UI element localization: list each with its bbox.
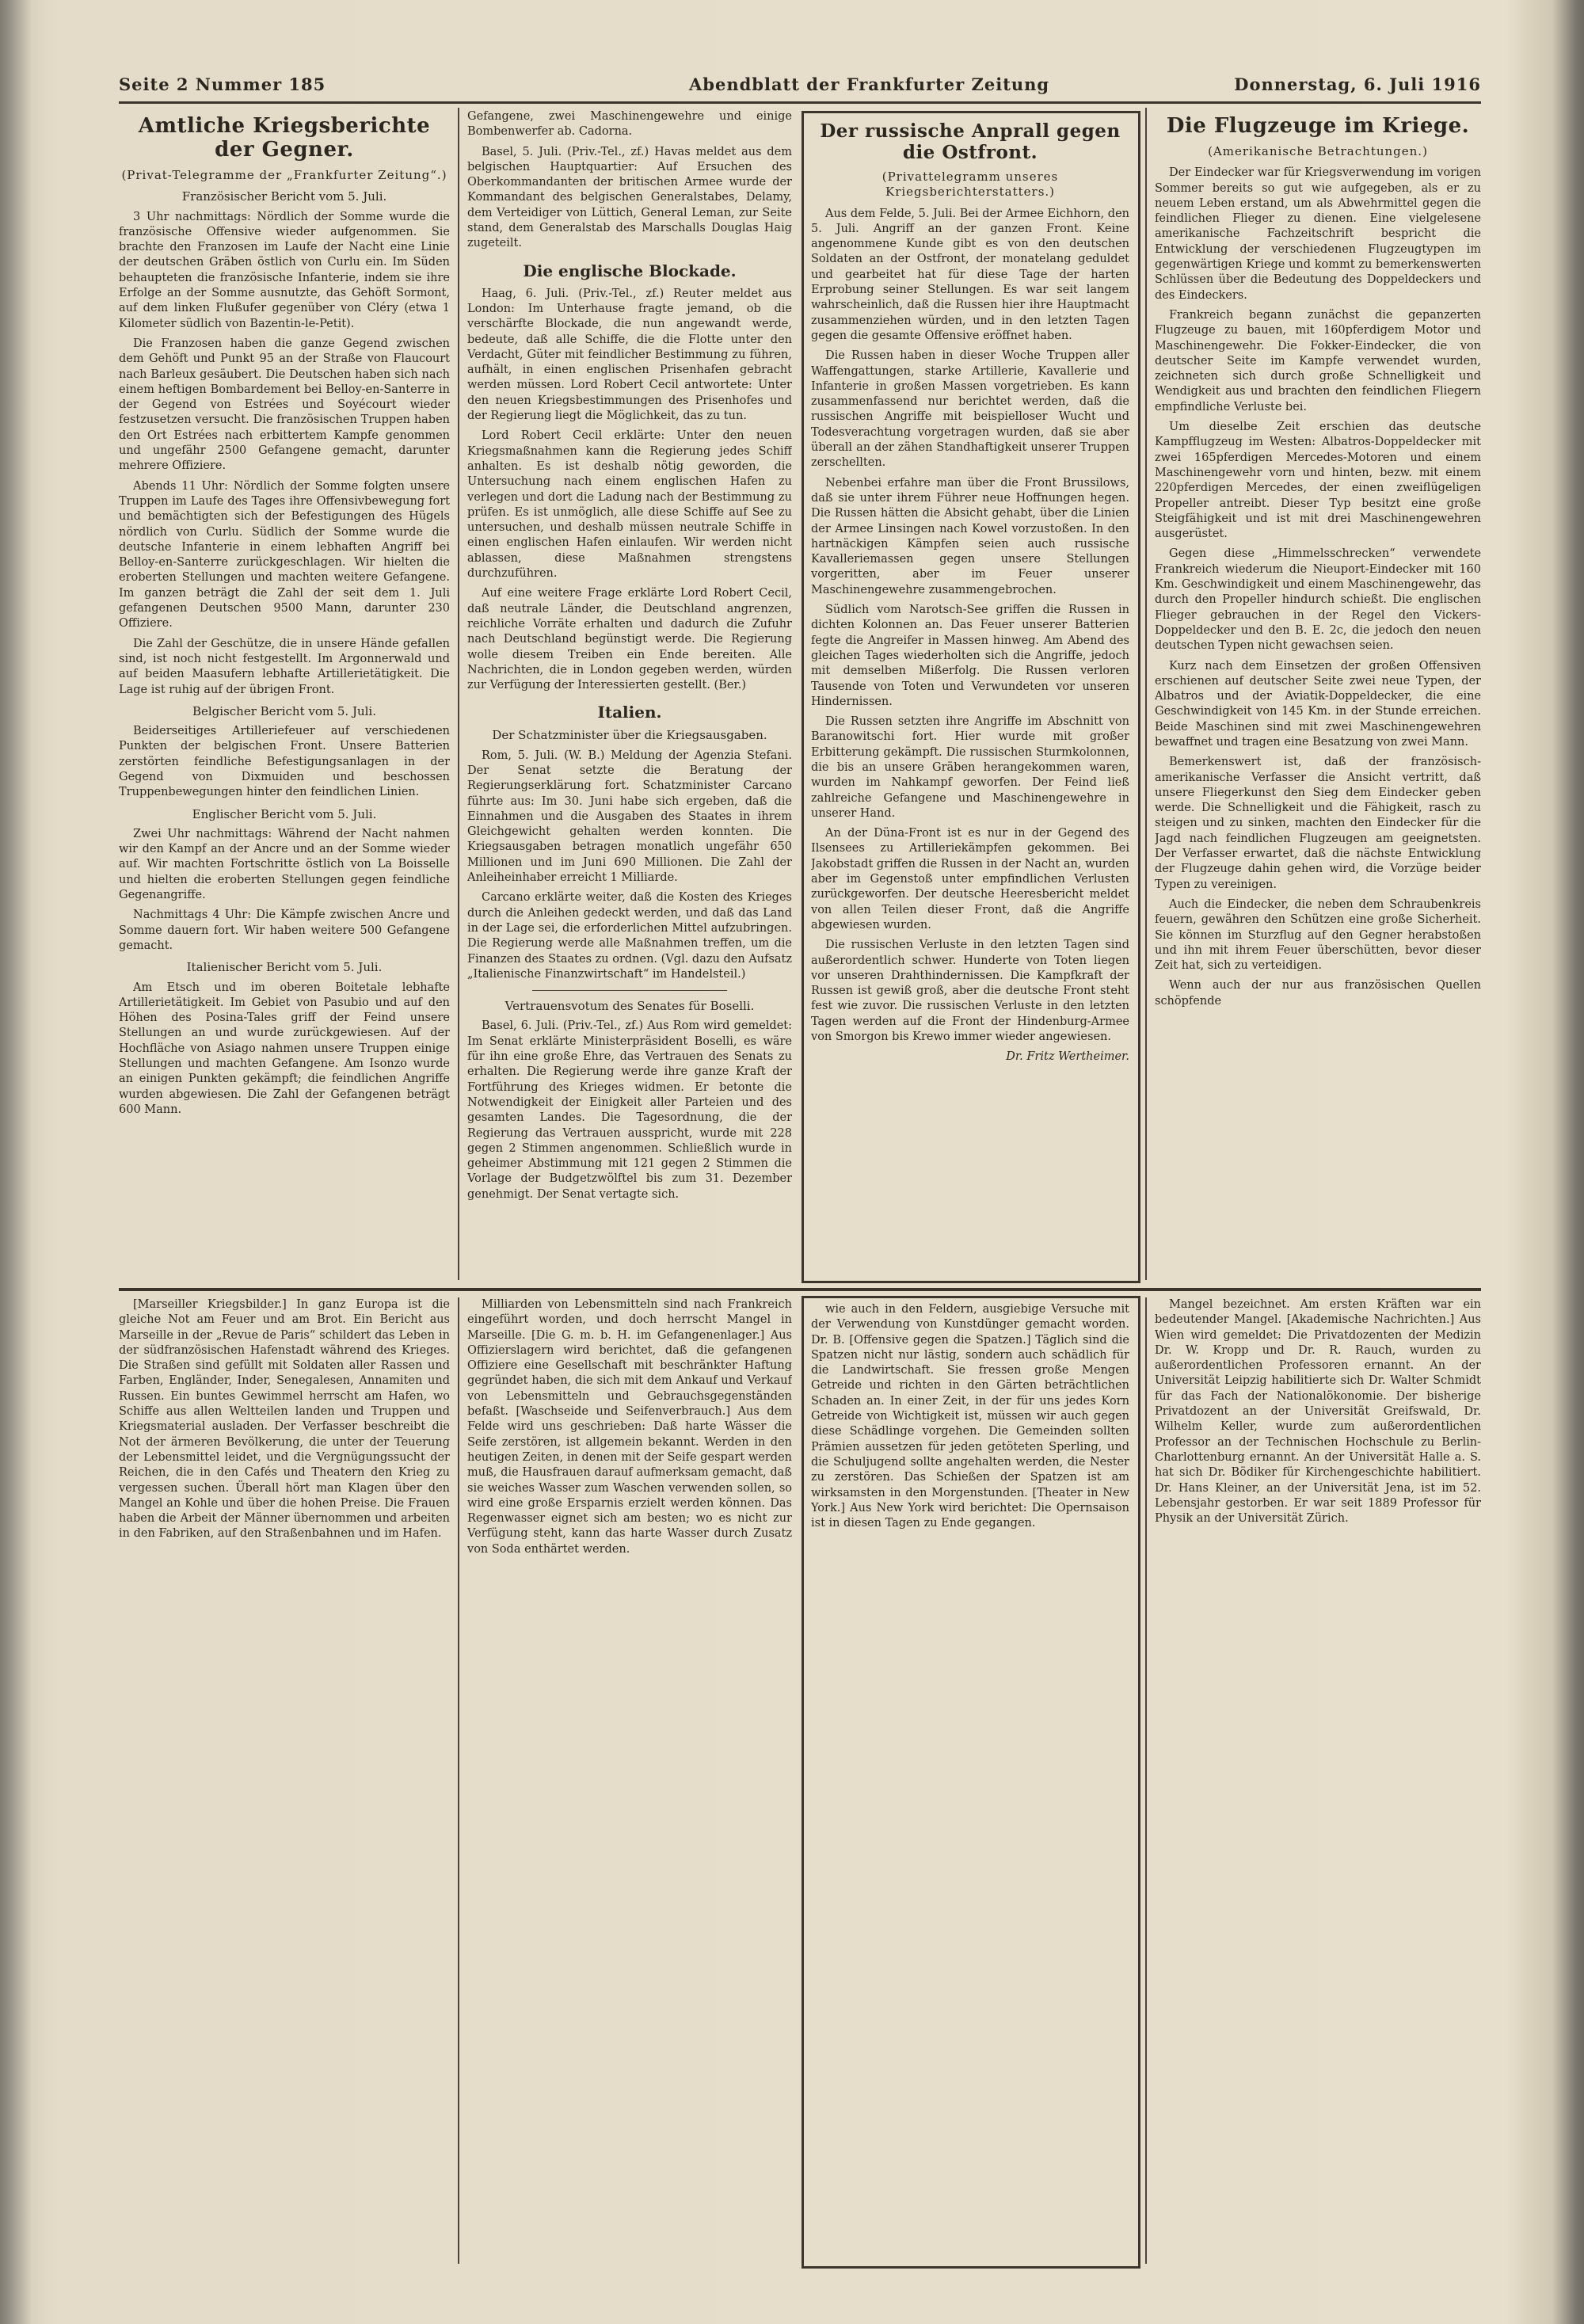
column-rule — [1145, 1297, 1147, 2264]
column-russian-front — [811, 116, 1129, 1274]
section-heading: Der Schatzminister über die Kriegsausgaben. — [492, 728, 767, 743]
column-rule — [1145, 108, 1147, 1280]
separator — [532, 990, 727, 991]
paragraph: Carcano erklärte weiter, daß die Kosten des Krieges durch die Anleihen gedeckt werden, und daß das Land in der Lage sei, die erforderlichen Mittel aufzubringen. Die Regierung werde alle Maßnahmen treffen, um die Finanzen des Staates zu ordnen. (Vgl. dazu den Aufsatz „Italienische Finanzwirtschaft“ im Handelsteil.) — [467, 891, 792, 981]
paragraph: Mangel bezeichnet. Am ersten Kräften war ein bedeutender Mangel. [Akademische Nachrichten.] Aus Wien wird gemeldet: Die Privatdozenten der Medizin Dr. W. Kropp und Dr. R. Rauch, wurden zu außerordentlichen Professoren ernannt. An der Universität Leipzig habilitierte sich Dr. Walter Schmidt für das Fach der Nationalökonomie. Der bisherige Privatdozent an der Universität Greifswald, Dr. Wilhelm Keller, wurde zum außerordentlichen Professor an der Technischen Hochschule zu Berlin-Charlottenburg ernannt. An der Universität Halle a. S. hat sich Dr. Bödiker für Kirchengeschichte habilitiert. Dr. Hans Kleiner, an der Universität Jena, ist im 52. Lebensjahr gestorben. Er war seit 1889 Professor für Physik an der Universität Zürich. — [1155, 1298, 1481, 1526]
paragraph: Um dieselbe Zeit erschien das deutsche Kampfflugzeug im Westen: Albatros-Doppeldecker mit zwei 165pferdigen Mercedes-Motoren und einem Maschinengewehr vorn und hinten, bezw. mit einem 220pferdigen Mercedes, der einen zweiflügeligen Propeller antreibt. Dieser Typ besitzt eine große Steigfähigkeit und ist mit drei Maschinengewehren ausgerüstet. — [1155, 421, 1481, 541]
article-title: Der russische Anprall gegen die Ostfront. — [820, 120, 1121, 163]
article-title: Amtliche Kriegsberichte der Gegner. — [138, 114, 431, 162]
column-blockade-italy — [467, 109, 792, 1280]
paragraph: Zwei Uhr nachmittags: Während der Nacht nahmen wir den Kampf an der Ancre und an der Somme wieder auf. Wir machten Fortschritte östlich von La Boisselle und hielten die eroberten Stellungen gegen feindliche Gegenangriffe. — [119, 827, 450, 902]
paragraph: Basel, 5. Juli. (Priv.-Tel., zf.) Havas meldet aus dem belgischen Hauptquartier: Auf Ersuchen des Oberkommandanten der britischen Armee wurde der Kommandant des belgischen Generalstabes, Delamy, dem Verteidiger von Lüttich, General Leman, zur Seite stand, dem Generalstab des Marschalls Douglas Haig zugeteilt. — [467, 145, 792, 250]
feuilleton-column — [1155, 1297, 1481, 2264]
paragraph: Wenn auch der nur aus französischen Quellen schöpfende — [1155, 979, 1481, 1008]
paragraph: Auf eine weitere Frage erklärte Lord Robert Cecil, daß neutrale Länder, die Deutschland angrenzen, reichliche Vorräte erhalten und dadurch die Zufuhr nach Deutschland begünstigt werde. Die Regierung wolle diesem Treiben ein Ende bereiten. Alle Nachrichten, die in London gegeben werden, würden zur Verfügung der Interessierten gestellt. (Ber.) — [467, 587, 792, 692]
feuilleton-column — [467, 1297, 792, 2264]
section-heading: Italienischer Bericht vom 5. Juli. — [186, 960, 383, 975]
feuilleton-column — [119, 1297, 450, 2264]
paragraph: Nachmittags 4 Uhr: Die Kämpfe zwischen Ancre und Somme dauern fort. Wir haben weitere 500 Gefangene gemacht. — [119, 909, 450, 952]
page-header — [119, 71, 1481, 100]
paragraph: Die russischen Verluste in den letzten Tagen sind außerordentlich schwer. Hunderte von Toten liegen vor unseren Drahthindernissen. Die Kampfkraft der Russen ist gewiß groß, aber die deutsche Front steht fest wie zuvor. Die russischen Verluste in den letzten Tagen werden auf die Front der Hindenburg-Armee von Smorgon bis Krewo immer wieder angewiesen. — [811, 939, 1129, 1044]
article-title: Die Flugzeuge im Kriege. — [1166, 114, 1470, 138]
newspaper-page — [119, 71, 1481, 2281]
paragraph: Auch die Eindecker, die neben dem Schraubenkreis feuern, gewähren den Schützen eine große Sicherheit. Sie können im Sturzflug auf den Gegner herabstoßen und ihn mit ihrem Feuer überschütten, bevor dieser Zeit hat, sich zu verteidigen. — [1155, 897, 1481, 973]
newspaper-title: Abendblatt der Frankfurter Zeitung — [689, 74, 1050, 94]
column-rule — [458, 1297, 459, 2264]
paragraph: Gegen diese „Himmelsschrecken“ verwendete Frankreich wiederum die Nieuport-Eindecker mit 160 Km. Geschwindigkeit und einem Maschinengewehr, das durch den Propeller hindurch schießt. Die englischen Flieger gebrauchen in der Regel den Vickers-Doppeldecker und den B. E. 2c, die jedoch den neuen deutschen Typen nicht gewachsen seien. — [1155, 547, 1481, 653]
paragraph: Am Etsch und im oberen Boitetale lebhafte Artillerietätigkeit. Im Gebiet von Pasubio und auf den Höhen des Posina-Tales griff der Feind unsere Stellungen an und wurde zurückgewiesen. Auf der Hochfläche von Asiago nahmen unsere Truppen einige Stellungen und machten Gefangene. Am Isonzo wurde an einigen Punkten gekämpft; die feindlichen Angriffe wurden abgewiesen. Die Zahl der Gefangenen beträgt 600 Mann. — [119, 981, 450, 1116]
paragraph: Abends 11 Uhr: Nördlich der Somme folgten unsere Truppen im Laufe des Tages ihre Offensivbewegung fort und bemächtigten sich der Befestigungen des Hügels nördlich von Curlu. Südlich der Somme wurde die deutsche Infanterie in einem lebhaften Angriff bei Belloy-en-Santerre zurückgeschlagen. Wir hielten die eroberten Stellungen und machten weitere Gefangene. Im ganzen beträgt die Zahl der seit dem 1. Juli gefangenen Deutschen 9500 Mann, darunter 230 Offiziere. — [119, 479, 450, 631]
page-number: Seite 2 Nummer 185 — [119, 74, 326, 94]
paragraph: Nebenbei erfahre man über die Front Brussilows, daß sie unter ihrem Führer neue Hoffnungen hegen. Die Russen hätten die Absicht gehabt, über die Linien der Armee Linsingen nach Kowel vorzustoßen. In den hartnäckigen Kämpfen seien auch russische Kavalleriemassen gegen unsere Stellungen vorgeritten, aber im Feuer unserer Maschinengewehre zusammengebrochen. — [811, 476, 1129, 596]
paragraph: Aus dem Felde, 5. Juli. Bei der Armee Eichhorn, den 5. Juli. Angriff an der ganzen Front. Keine angenommene Kunde gibt es von den deutschen Soldaten an der Ostfront, der monatelang geduldet und gearbeitet hat für diese Tage der harten Erprobung seiner Stellungen. Es war seit langem wahrscheinlich, daß die Russen hier ihre Hauptmacht zusammenziehen würden, und in den letzten Tagen gegen die gesamte Offensive eröffnet haben. — [811, 207, 1129, 342]
section-heading: Englischer Bericht vom 5. Juli. — [192, 806, 377, 821]
feuilleton-rule — [119, 1288, 1481, 1291]
author-signature: Dr. Fritz Wertheimer. — [1006, 1050, 1129, 1064]
section-heading: Belgischer Bericht vom 5. Juli. — [192, 703, 376, 718]
paragraph: wie auch in den Feldern, ausgiebige Versuche mit der Verwendung von Kunstdünger gemacht worden. Dr. B. [Offensive gegen die Spatzen.] Täglich sind die Spatzen nicht nur lästig, sondern auch schädlich für die Landwirtschaft. Sie fressen große Mengen Getreide und richten in den Gärten beträchtlichen Schaden an. In einer Zeit, in der für uns jedes Korn Getreide von Wichtigkeit ist, müssen wir auch gegen diese Schädlinge vorgehen. Die Gemeinden sollten Prämien aussetzen für jeden getöteten Sperling, und die Schuljugend sollte angehalten werden, die Nester zu zerstören. Das Schießen der Spatzen ist am wirksamsten in den Morgenstunden. [Theater in New York.] Aus New York wird berichtet: Die Opernsaison ist in diesen Tagen zu Ende gegangen. — [811, 1303, 1129, 1530]
paragraph: Rom, 5. Juli. (W. B.) Meldung der Agenzia Stefani. Der Senat setzte die Beratung der Regierungserklärung fort. Schatzminister Carcano führte aus: Im 30. Juni habe sich ergeben, daß die Einnahmen und die Ausgaben des Staates in ihrem Gleichgewicht gehalten werden konnten. Die Kriegsausgaben betragen monatlich ungefähr 650 Millionen und im Juni 690 Millionen. Die Zahl der Anleiheinhaber erreicht 1 Milliarde. — [467, 749, 792, 885]
paragraph: Haag, 6. Juli. (Priv.-Tel., zf.) Reuter meldet aus London: Im Unterhause fragte jemand, ob die verschärfte Blockade, die nun angewandt werde, bedeute, daß alle Schiffe, die die Flotte unter den Verdacht, Güter mit feindlicher Bestimmung zu führen, aufhält, in einen englischen Prisenhafen gebracht werden müssen. Lord Robert Cecil antwortete: Unter den neuen Kriegsbestimmungen des Prisenhofes und der Regierung liegt die Möglichkeit, das zu tun. — [467, 287, 792, 423]
issue-date: Donnerstag, 6. Juli 1916 — [1234, 74, 1481, 94]
paragraph: Milliarden von Lebensmitteln sind nach Frankreich eingeführt worden, und doch herrscht Mangel in Marseille. [Die G. m. b. H. im Gefangenenlager.] Aus Offizierslagern wird berichtet, daß die gefangenen Offiziere eine Gesellschaft mit beschränkter Haftung gegründet haben, die sich mit dem Ankauf und Verkauf von Lebensmitteln und Gebrauchsgegenständen befaßt. [Waschseide und Seifenverbrauch.] Aus dem Felde wird uns geschrieben: Daß harte Wässer die Seife zerstören, ist allgemein bekannt. Werden in den heutigen Zeiten, in denen mit der Seife gespart werden muß, die Hausfrauen darauf aufmerksam gemacht, daß sie weiches Wasser zum Waschen verwenden sollen, so wird eine große Ersparnis erzielt werden können. Das Regenwasser eignet sich am besten; wo es nicht zur Verfügung steht, kann das harte Wasser durch Zusatz von Soda enthärtet werden. — [467, 1298, 792, 1556]
paragraph: Basel, 6. Juli. (Priv.-Tel., zf.) Aus Rom wird gemeldet: Im Senat erklärte Ministerpräsident Boselli, es wäre für ihn eine große Ehre, das Vertrauen des Senats zu erhalten. Die Regierung werde ihre ganze Kraft der Fortführung des Krieges widmen. Er betonte die Notwendigkeit der Einigkeit aller Parteien und des gesamten Landes. Die Tagesordnung, die der Regierung das Vertrauen ausspricht, wurde mit 228 gegen 2 Stimmen angenommen. Schließlich wurde in geheimer Abstimmung mit 121 gegen 2 Stimmen die Vorlage der Budgetzwölftel bis zum 31. Dezember genehmigt. Der Senat vertagte sich. — [467, 1019, 792, 1201]
paragraph: An der Düna-Front ist es nur in der Gegend des Ilsensees zu Artilleriekämpfen gekommen. Bei Jakobstadt griffen die Russen in der Nacht an, wurden aber im Gegenstoß unter empfindlichen Verlusten zurückgeworfen. Der deutsche Heeresbericht meldet von allen Teilen dieser Front, daß die Angriffe abgewiesen wurden. — [811, 827, 1129, 932]
article-title: Italien. — [597, 703, 662, 722]
paragraph: Der Eindecker war für Kriegsverwendung im vorigen Sommer bereits so gut wie aufgegeben, als er zu neuem Leben erstand, um als Abwehrmittel gegen die feindlichen Flieger zu dienen. Eine vielgelesene amerikanische Fachzeitschrift bespricht die Entwicklung der verschiedenen Flugzeugtypen im gegenwärtigen Kriege und kommt zu bemerkenswerten Schlüssen über die Bedeutung des Doppeldeckers und des Eindeckers. — [1155, 166, 1481, 302]
paragraph: Kurz nach dem Einsetzen der großen Offensiven erschienen auf deutscher Seite zwei neue Typen, der Albatros und der Aviatik-Doppeldecker, die eine Geschwindigkeit von 145 Km. in der Stunde erreichen. Beide Maschinen sind mit zwei Maschinengewehren bewaffnet und tragen eine Besatzung von zwei Mann. — [1155, 659, 1481, 749]
paragraph: Lord Robert Cecil erklärte: Unter den neuen Kriegsmaßnahmen kann die Regierung jedes Schiff anhalten. Es ist deshalb nötig geworden, die Untersuchung nach einem englischen Hafen zu verlegen und dort die Ladung nach der Bestimmung zu prüfen. Es ist unmöglich, alle diese Schiffe auf See zu untersuchen, und deshalb müssen neutrale Schiffe in einen englischen Hafen einlaufen. Wir werden nicht ablassen, diese Maßnahmen strengstens durchzuführen. — [467, 429, 792, 581]
paragraph: Die Russen setzten ihre Angriffe im Abschnitt von Baranowitschi fort. Hier wurde mit großer Erbitterung gekämpft. Die russischen Sturmkolonnen, die bis an unsere Gräben herangekommen waren, wurden im Nahkampf geworfen. Der Feind ließ zahlreiche Gefangene und Maschinengewehre in unserer Hand. — [811, 715, 1129, 820]
paragraph: Frankreich begann zunächst die gepanzerten Flugzeuge zu bauen, mit 160pferdigem Motor und Maschinengewehr. Die Fokker-Eindecker, die von deutscher Seite im Kampfe verwendet wurden, zeichneten sich durch große Schnelligkeit und Wendigkeit aus und brachten den feindlichen Fliegern empfindliche Verluste bei. — [1155, 308, 1481, 413]
paragraph: 3 Uhr nachmittags: Nördlich der Somme wurde die französische Offensive wieder aufgenommen. Sie brachte den Franzosen im Laufe der Nacht eine Linie der deutschen Gräben östlich von Curlu ein. Im Süden behaupteten die französische Infanterie, indem sie ihre Erfolge an der Somme ausnutzte, das Gehöft Sormont, auf dem linken Flußufer gegenüber von Cléry (etwa 1 Kilometer südlich von Bazentin-le-Petit). — [119, 210, 450, 330]
paragraph: Die Zahl der Geschütze, die in unsere Hände gefallen sind, ist noch nicht festgestellt. Im Argonnerwald und auf beiden Maasufern lebhafte Artillerietätigkeit. Die Lage ist ruhig auf der übrigen Front. — [119, 637, 450, 696]
paragraph: Die Russen haben in dieser Woche Truppen aller Waffengattungen, starke Artillerie, Kavallerie und Infanterie in großen Massen vorgetrieben. Es kann zusammenfassend nur berichtet werden, daß die russischen Angriffe mit beispielloser Wucht und Todesverachtung vorgetragen wurden, daß sie aber überall an der zähen Standhaftigkeit unserer Truppen zerschellten. — [811, 349, 1129, 470]
article-title: Die englische Blockade. — [523, 261, 737, 280]
column-rule — [458, 108, 459, 1280]
section-heading: Vertrauensvotum des Senates für Boselli. — [505, 999, 755, 1014]
article-subtitle: (Privattelegramm unseres Kriegsberichterstatters.) — [881, 170, 1059, 200]
paragraph: [Marseiller Kriegsbilder.] In ganz Europa ist die gleiche Not am Feuer und am Brot. Ein Bericht aus Marseille in der „Revue de Paris“ schildert das Leben in der südfranzösischen Hafenstadt während des Krieges. Die Straßen sind gefüllt mit Soldaten aller Rassen und Farben, Engländer, Inder, Senegalesen, Annamiten und Russen. Ein buntes Gewimmel herrscht am Hafen, wo Schiffe aus allen Weltteilen landen und Truppen und Kriegsmaterial ausladen. Der Verfasser beschreibt die Not der ärmeren Bevölkerung, die unter der Teuerung der Lebensmittel leidet, und die Vergnügungssucht der Reichen, die in den Cafés und Theatern den Krieg zu vergessen suchen. Überall hört man Klagen über den Mangel an Kohle und über die hohen Preise. Die Frauen haben die Arbeit der Männer übernommen und arbeiten in den Fabriken, auf den Straßenbahnen und im Hafen. — [119, 1298, 450, 1541]
paragraph: Gefangene, zwei Maschinengewehre und einige Bombenwerfer ab. Cadorna. — [467, 110, 792, 139]
column-aircraft — [1155, 109, 1481, 1280]
section-heading: Französischer Bericht vom 5. Juli. — [181, 189, 387, 204]
article-subtitle: (Privat-Telegramme der „Frankfurter Zeitung“.) — [121, 168, 447, 182]
article-subtitle: (Amerikanische Betrachtungen.) — [1208, 144, 1428, 158]
column-war-reports — [119, 109, 450, 1280]
feuilleton-column — [811, 1302, 1129, 2257]
paragraph: Die Franzosen haben die ganze Gegend zwischen dem Gehöft und Punkt 95 an der Straße von Flaucourt nach Barleux gesäubert. Die Deutschen haben sich nach einem heftigen Bombardement bei Belloy-en-Santerre in der Gegend von Estrées und Soyécourt wieder festzusetzen versucht. Die französischen Truppen haben den Ort Estrées nach erbittertem Kampfe genommen und ungefähr 2500 Gefangene gemacht, darunter mehrere Offiziere. — [119, 337, 450, 473]
header-rule — [119, 101, 1481, 104]
paragraph: Beiderseitiges Artilleriefeuer auf verschiedenen Punkten der belgischen Front. Unsere Batterien zerstörten feindliche Befestigungsanlagen in der Gegend von Dixmuiden und beschossen Truppenbewegungen hinter den feindlichen Linien. — [119, 725, 450, 799]
paragraph: Bemerkenswert ist, daß der französisch-amerikanische Verfasser die Ansicht vertritt, daß unsere Fliegerkunst den Sieg dem Eindecker geben werde. Die Schnelligkeit und die Fähigkeit, rasch zu steigen und zu sinken, machten den Eindecker für die Jagd nach feindlichen Flugzeugen am geeignetsten. Der Verfasser erwartet, daß die nächste Entwicklung der Flugzeuge dahin gehen wird, die Vorzüge beider Typen zu vereinigen. — [1155, 756, 1481, 891]
paragraph: Südlich vom Narotsch-See griffen die Russen in dichten Kolonnen an. Das Feuer unserer Batterien fegte die Angreifer in Massen hinweg. Am Abend des gleichen Tages wiederholten sich die Angriffe, jedoch mit demselben Mißerfolg. Die Russen verloren Tausende von Toten und Verwundeten vor unseren Hindernissen. — [811, 604, 1129, 708]
